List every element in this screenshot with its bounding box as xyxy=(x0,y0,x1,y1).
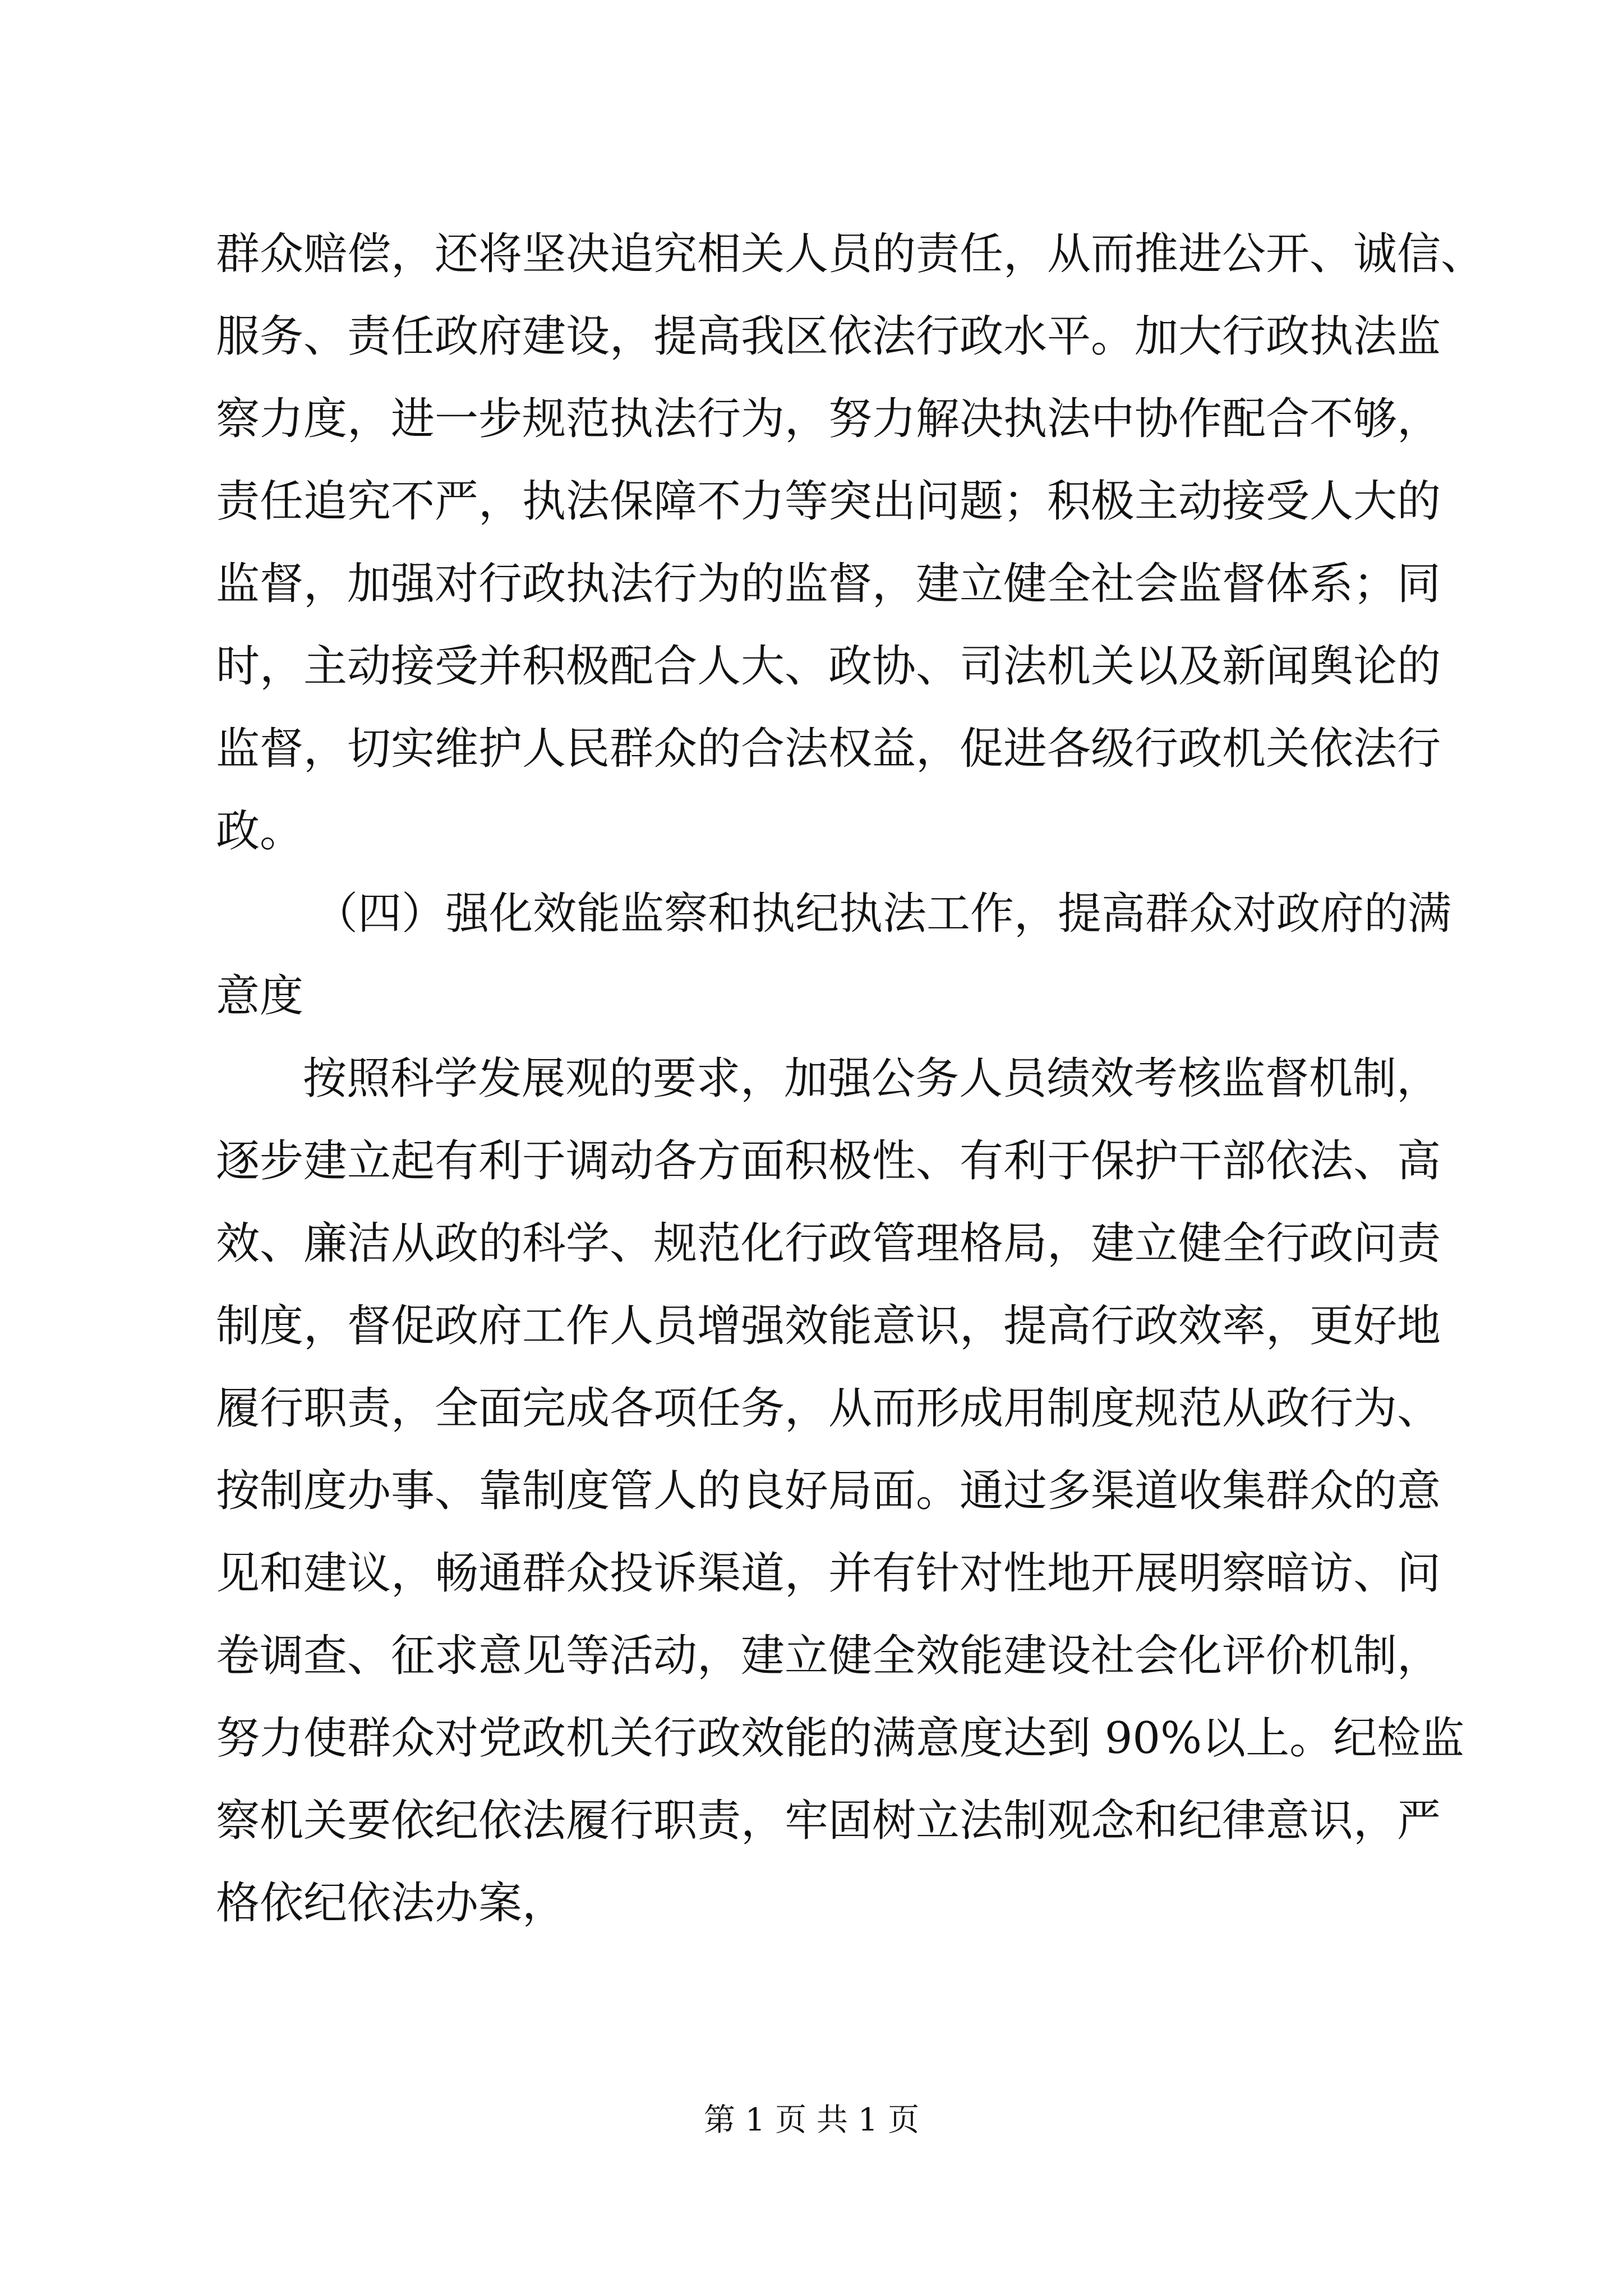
paragraph-continuation xyxy=(216,213,1485,873)
section-heading xyxy=(216,873,1452,1038)
text-line: 察力度，进一步规范执法行为，努力解决执法中协作配合不够， xyxy=(216,394,1441,444)
text-line: 履行职责，全面完成各项任务，从而形成用制度规范从政行为、 xyxy=(216,1383,1441,1434)
text-line: 制度，督促政府工作人员增强效能意识，提高行政效率，更好地 xyxy=(216,1301,1441,1351)
text-line: 努力使群众对党政机关行政效能的满意度达到 90%以上。纪检监 xyxy=(216,1713,1465,1764)
text-line: 服务、责任政府建设，提高我区依法行政水平。加大行政执法监 xyxy=(216,311,1441,362)
text-line: 效、廉洁从政的科学、规范化行政管理格局，建立健全行政问责 xyxy=(216,1218,1441,1269)
text-line: 格依纪依法办案， xyxy=(216,1878,566,1929)
text-line: 政。 xyxy=(216,806,304,857)
text-line: 逐步建立起有利于调动各方面积极性、有利于保护干部依法、高 xyxy=(216,1136,1441,1186)
text-line: 责任追究不严，执法保障不力等突出问题；积极主动接受人大的 xyxy=(216,476,1441,527)
paragraph xyxy=(216,1038,1465,1945)
page-number-footer: 第 1 页 共 1 页 xyxy=(703,2102,920,2138)
heading-line: 意度 xyxy=(216,971,304,1022)
text-line: 按照科学发展观的要求，加强公务人员绩效考核监督机制， xyxy=(303,1053,1441,1104)
text-line: 监督，加强对行政执法行为的监督，建立健全社会监督体系；同 xyxy=(216,559,1441,609)
document-body xyxy=(216,213,1485,1945)
heading-line: （四）强化效能监察和执纪执法工作，提高群众对政府的满 xyxy=(314,889,1452,939)
text-line: 按制度办事、靠制度管人的良好局面。通过多渠道收集群众的意 xyxy=(216,1466,1441,1516)
text-line: 监督，切实维护人民群众的合法权益，促进各级行政机关依法行 xyxy=(216,724,1441,774)
text-line: 时，主动接受并积极配合人大、政协、司法机关以及新闻舆论的 xyxy=(216,641,1441,692)
text-line: 卷调查、征求意见等活动，建立健全效能建设社会化评价机制， xyxy=(216,1631,1441,1681)
text-line: 见和建议，畅通群众投诉渠道，并有针对性地开展明察暗访、问 xyxy=(216,1548,1441,1599)
text-line: 察机关要依纪依法履行职责，牢固树立法制观念和纪律意识，严 xyxy=(216,1796,1441,1846)
text-line: 群众赔偿，还将坚决追究相关人员的责任，从而推进公开、诚信、 xyxy=(216,229,1485,279)
